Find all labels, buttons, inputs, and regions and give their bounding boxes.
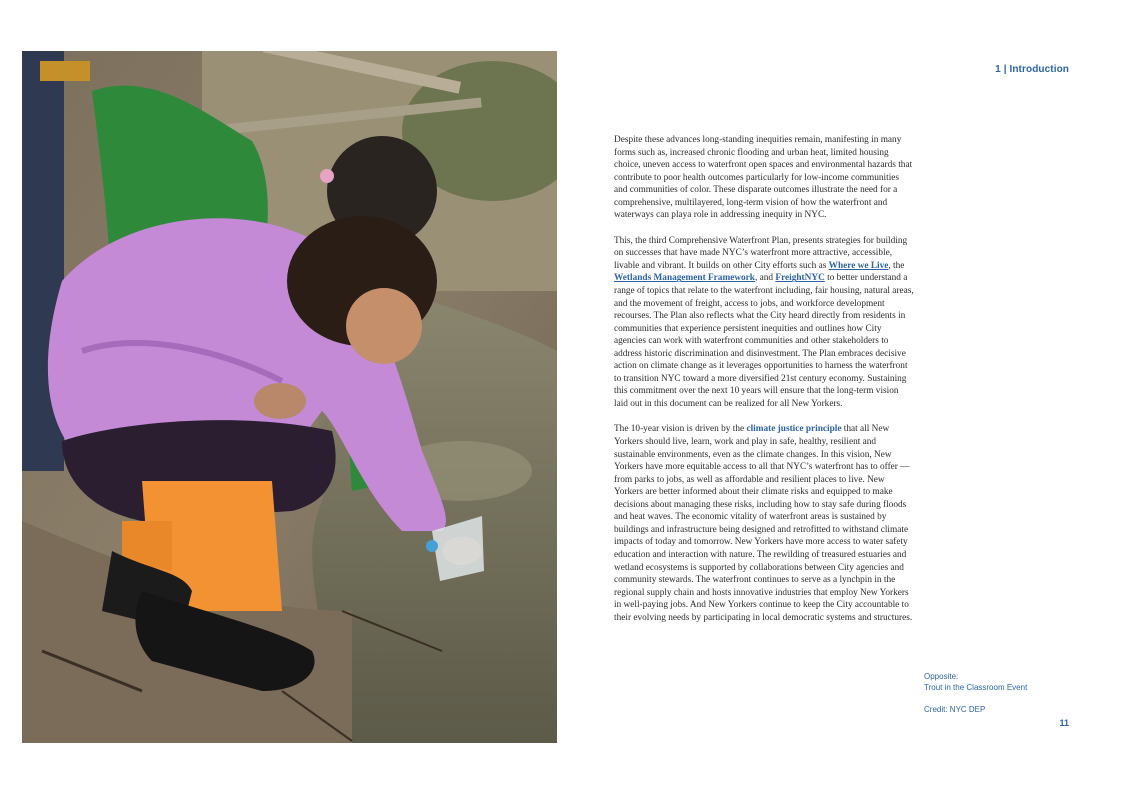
paragraph-2-text: , the — [888, 260, 905, 271]
link-wetlands-management-framework[interactable]: Wetlands Management Framework — [614, 273, 755, 284]
paragraph-1: Despite these advances long-standing inequities remain, manifesting in many forms such as, increased chronic flooding and urban heat, limited housing choice, uneven access to waterfront open spaces and environmental hazards that contribute to poor health outcomes particularly for low-income communities and communities of color. These disparate outcomes illustrate the need for a comprehensive, multilayered, long-term vision of how the waterfront and waterways can playa role in addressing inequity in NYC. — [614, 135, 913, 221]
paragraph-3-text: The 10-year vision is driven by the — [614, 424, 747, 435]
paragraph-3-text: that all New Yorkers should live, learn, work and play in safe, healthy, resilient and sustainable environments, even as the climate changes. In this vision, New Yorkers have more equitable access to all that NYC’s waterfront has to offer — from parks to jobs, as well as affordable and resilient places to live. New Yorkers are better informed about their climate risks and equipped to make decisions about managing these risks, including how to stay safe during floods and heat waves. The economic vitality of waterfront areas is sustained by buildings and infrastructure being designed and retrofitted to withstand climate impacts of today and tomorrow. New Yorkers have more access to water safety education and interaction with nature. The rewilding of treasured estuaries and wetland ecosystems is supported by collaborations between City agencies and community stewards. The waterfront continues to serve as a lynchpin in the regional supply chain and hosts innovative industries that employ New Yorkers in well-paying jobs. And New Yorkers continue to keep the City accountable to their evolving needs by participating in local democratic systems and structures. — [614, 424, 913, 623]
caption-title — [924, 672, 1074, 693]
climate-justice-term: climate justice principle — [746, 424, 842, 435]
body-text — [614, 134, 914, 637]
caption-title-line-1: Opposite: — [924, 672, 959, 681]
section-header: 1 | Introduction — [995, 64, 1069, 75]
link-freightnyc[interactable]: FreightNYC — [775, 273, 825, 284]
photo-children-at-stream — [22, 51, 557, 743]
photo-illustration — [22, 51, 557, 743]
caption-credit: Credit: NYC DEP — [924, 705, 986, 714]
caption-title-line-2: Trout in the Classroom Event — [924, 682, 1028, 692]
paragraph-2-text: This, the third Comprehensive Waterfront Plan, presents strategies for building on successes that have made NYC’s waterfront more attractive, accessible, livable and vibrant. It builds on other City efforts such as — [614, 235, 908, 271]
link-where-we-live[interactable]: Where we Live — [828, 260, 889, 271]
photo-caption — [924, 672, 1074, 716]
paragraph-3 — [614, 423, 914, 624]
page-number: 11 — [1059, 718, 1069, 728]
paragraph-2 — [614, 235, 914, 411]
paragraph-2-text: , and — [754, 273, 776, 284]
paragraph-2-text: to better understand a range of topics that relate to the waterfront including, fair housing, natural areas, and the movement of freight, access to jobs, and workforce development recourses. The Plan also reflects what the City heard directly from residents in communities that experience persistent inequities and outlines how City agencies can work with waterfront communities and other stakeholders to address historic discrimination and disinvestment. The Plan embraces decisive action on climate change as it leverages opportunities to harness the waterfront to transition NYC toward a more diversified 21st century economy. Sustaining this commitment over the next 10 years will ensure that the long-term vision laid out in this document can be realized for all New Yorkers. — [614, 273, 914, 409]
